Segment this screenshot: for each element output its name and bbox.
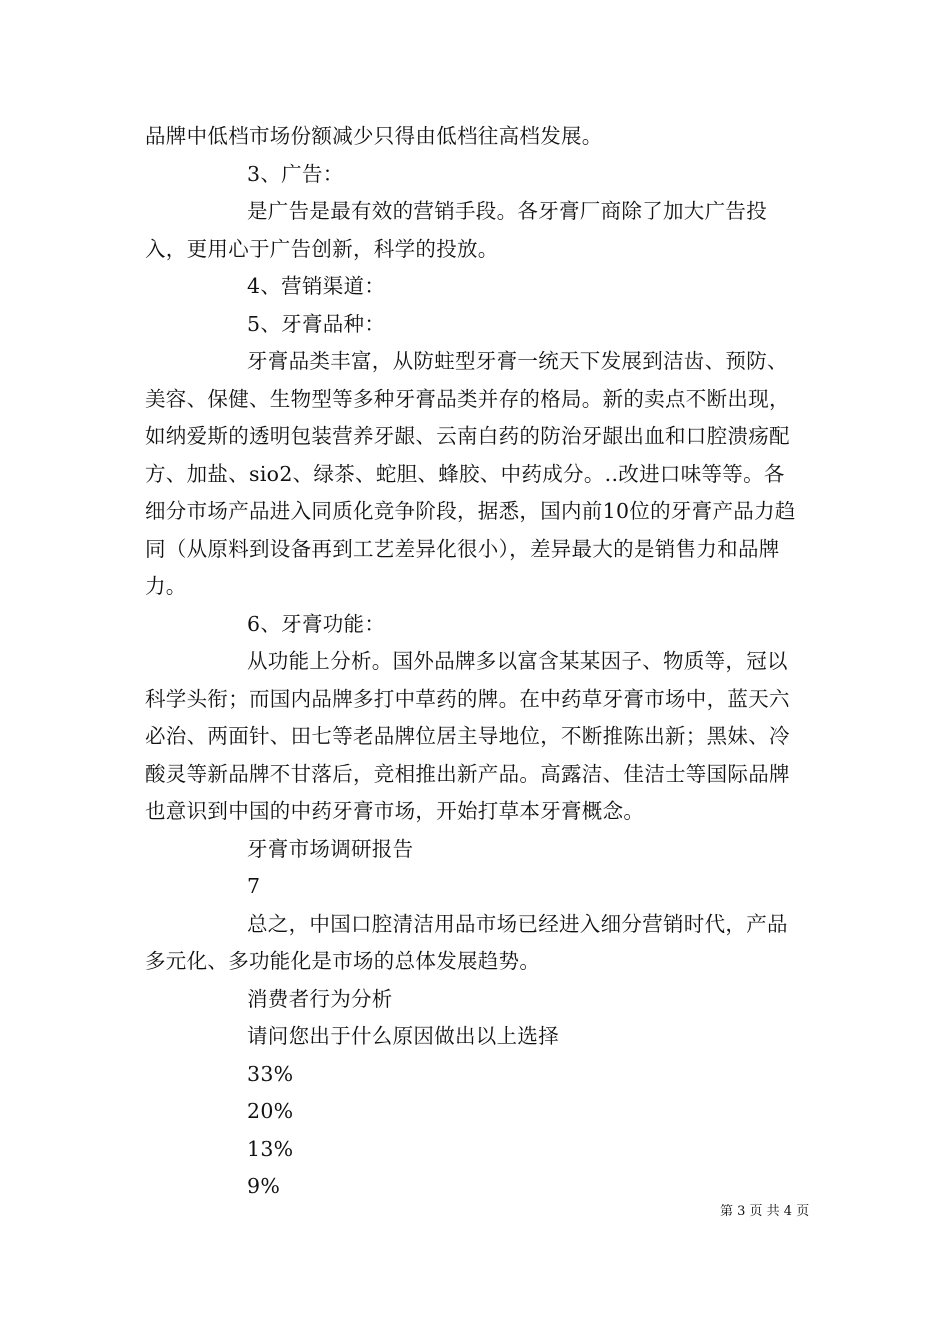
paragraph-continuation: 品牌中低档市场份额减少只得由低档往高档发展。 — [145, 124, 603, 148]
heading-toothpaste-functions: 6、牙膏功能： — [247, 611, 386, 636]
paragraph-toothpaste-functions: 从功能上分析。国外品牌多以富含某某因子、物质等，冠以科学头衔；而国内品牌多打中草药的牌。在中药草牙膏市场中，蓝天六必治、两面针、田七等老品牌位居主导地位，不断推陈出新；黑妹、冷酸灵等新品牌不甘落后，竞相推出新产品。高露洁、佳洁士等国际品牌也意识到中国的中药牙膏市场，开始打草本牙膏概念。 — [145, 649, 790, 823]
page-footer: 第 3 页 共 4 页 — [720, 1204, 810, 1219]
heading-advertising: 3、广告： — [247, 161, 344, 186]
survey-question: 请问您出于什么原因做出以上选择 — [247, 1024, 559, 1048]
survey-percentage: 13% — [247, 1136, 294, 1161]
paragraph-summary: 总之，中国口腔清洁用品市场已经进入细分营销时代，产品多元化、多功能化是市场的总体发展趋势。 — [145, 911, 788, 973]
heading-marketing-channels: 4、营销渠道： — [247, 274, 386, 298]
paragraph-toothpaste-varieties: 牙膏品类丰富，从防蛀型牙膏一统天下发展到洁齿、预防、美容、保健、生物型等多种牙膏品类并存的格局。新的卖点不断出现，如纳爱斯的透明包装营养牙龈、云南白药的防治牙龈出血和口腔溃疡配方、加盐、sio2、绿茶、蛇胆、蜂胶、中药成分。..改进口味等等。各细分市场产品进入同质化竞争阶段，据悉，国内前10位的牙膏产品力趋同（从原料到设备再到工艺差异化很小），差异最大的是销售力和品牌力。 — [145, 349, 796, 598]
report-number-line: 7 — [247, 874, 261, 898]
heading-consumer-behavior: 消费者行为分析 — [247, 986, 393, 1011]
survey-percentage: 20% — [247, 1099, 294, 1123]
survey-percentage: 33% — [247, 1061, 294, 1086]
paragraph-advertising: 是广告是最有效的营销手段。各牙膏厂商除了加大广告投入，更用心于广告创新，科学的投放。 — [145, 199, 767, 261]
report-title-line: 牙膏市场调研报告 — [247, 836, 414, 861]
heading-toothpaste-varieties: 5、牙膏品种： — [247, 311, 386, 336]
document-body — [145, 118, 805, 1206]
survey-percentage: 9% — [247, 1174, 281, 1198]
